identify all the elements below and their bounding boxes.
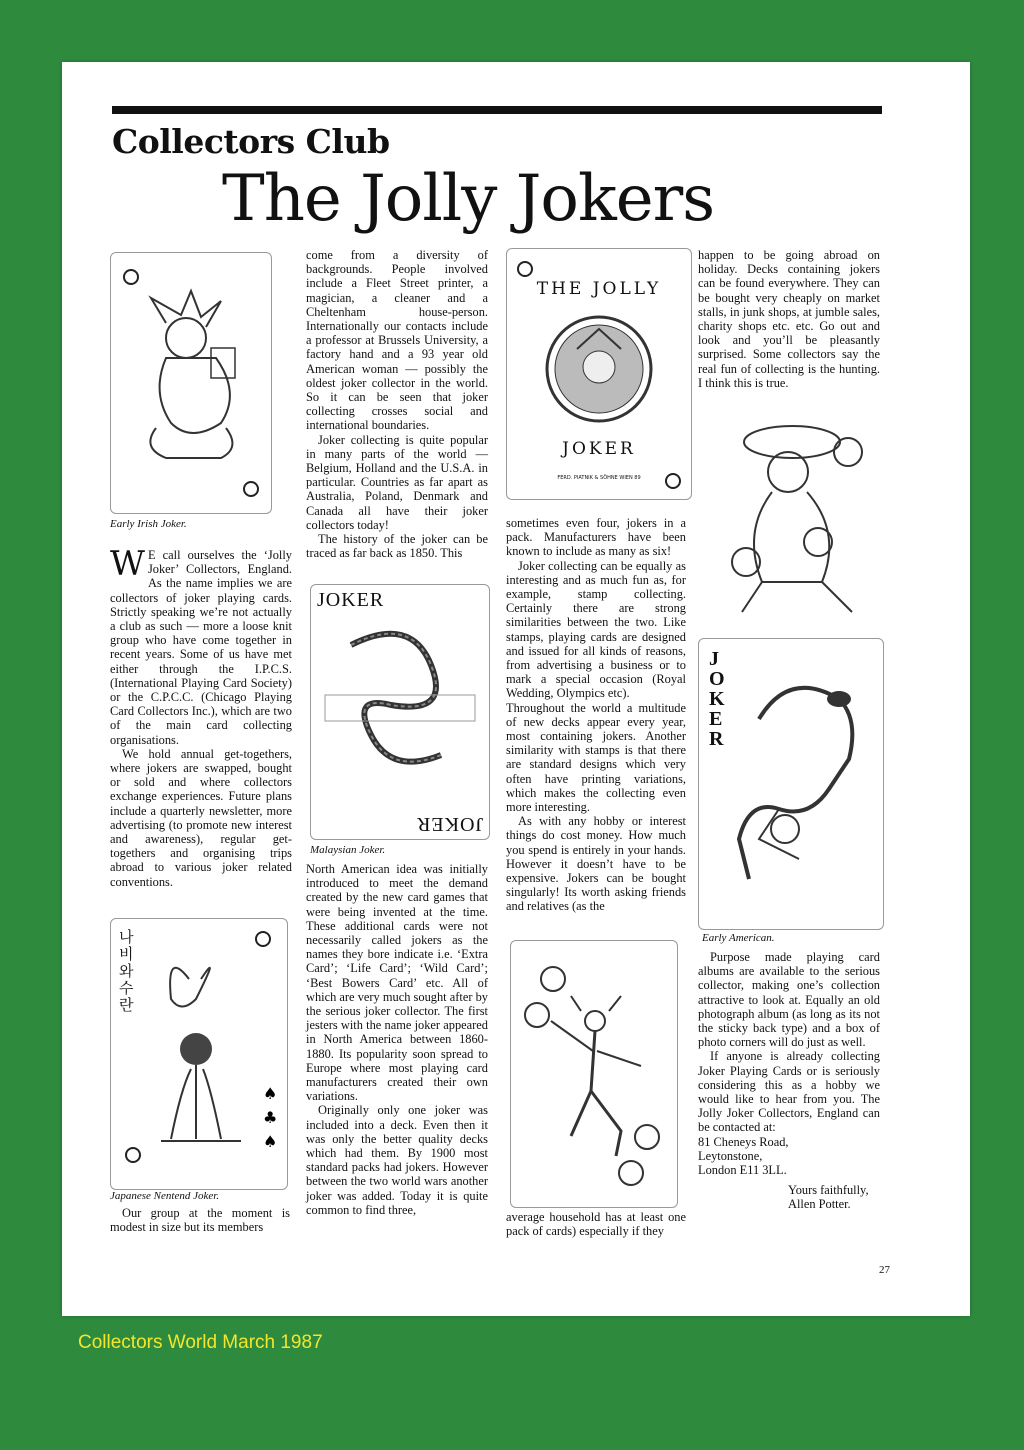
- section-heading: Collectors Club: [112, 122, 390, 161]
- malaysian-card-word-bottom: JOKER: [415, 813, 483, 835]
- caption-american: Early American.: [702, 932, 775, 944]
- col4-paragraph-2: Purpose made playing card albums are available to the serious collector, making one’s collection attractive to look at. Equally an old photograph album (as long as its not the sticky back type) and a box of photo corners will do just as well.: [698, 950, 880, 1050]
- malaysian-card-word-top: JOKER: [317, 589, 385, 611]
- column-4-lower: [698, 950, 880, 1212]
- early-joker-illustration: [702, 412, 878, 626]
- jester-sitting-illustration: [111, 253, 271, 513]
- footer-caption: Collectors World March 1987: [78, 1332, 323, 1353]
- svg-text:♠: ♠: [263, 1084, 278, 1103]
- top-rule: [112, 106, 882, 114]
- address-line-1: 81 Cheneys Road,: [698, 1134, 789, 1149]
- jolly-card-maker: FERD. PIATNIK & SÖHNE WIEN 89: [557, 475, 641, 481]
- col4-paragraph-1: happen to be going abroad on holiday. Decks containing jokers can be found everywhere. They can be bought very cheaply on market stalls, in junk shops, at jumble sales, charity shops etc. etc. Go out and look and you’ll be pleasantly surprised. Some collectors say the real fun of collecting is the hunting. I think this is true.: [698, 248, 880, 390]
- address-line-3: London E11 3LL.: [698, 1163, 787, 1178]
- column-4: [698, 248, 880, 390]
- col3-paragraph-2: Joker collecting can be equally as interesting and as much fun as, for example, stamp collecting. Certainly there are strong similarities between the two. Like stamps, playing cards are designed and issued for all kinds of reasons, from advertising a business or to mark a special occasion (Royal Wedding, Olympics etc).: [506, 558, 686, 701]
- jolly-card-bottom-text: JOKER: [562, 439, 636, 459]
- column-1: [110, 544, 292, 889]
- col2-paragraph-3: The history of the joker can be traced as far back as 1850. This: [306, 532, 488, 561]
- address-line-2: Leytonstone,: [698, 1148, 763, 1163]
- column-2: [306, 248, 488, 560]
- col4-paragraph-3: If anyone is already collecting Joker Playing Cards or is seriously considering this as a hobby we would like to hear from you. The Jolly Joker Collectors, England can be contacted at:: [698, 1049, 880, 1135]
- column-3: [506, 516, 686, 914]
- caption-japanese: Japanese Nentend Joker.: [110, 1190, 220, 1202]
- address: [698, 1135, 880, 1178]
- column-2-lower: [306, 862, 488, 1217]
- acrobat-joker-illustration: [699, 639, 883, 929]
- col2-paragraph-5: Originally only one joker was included into a deck. Even then it was only the better quality decks which had them. By 1900 most standard packs had jokers. However between the two world wars another joker was added. Today it is quite common to find three,: [306, 1103, 488, 1217]
- drop-cap: W: [110, 544, 145, 584]
- page-number: 27: [879, 1264, 890, 1276]
- dragon-illustration: [311, 585, 489, 839]
- col3-paragraph-1: sometimes even four, jokers in a pack. Manufacturers have been known to include as many as six!: [506, 516, 686, 559]
- butterfly-flower-illustration: [111, 919, 287, 1189]
- col1-paragraph-3: Our group at the moment is modest in size but its members: [110, 1206, 290, 1235]
- dancing-jester-card: [510, 940, 678, 1208]
- american-card-label: JOKER: [709, 648, 725, 750]
- col2-paragraph-4: North American idea was initially introduced to meet the demand created by the new card games that were being invented at the time. These additional cards were not necessarily called jokers as the names they bore indicate i.e. ‘Extra Card’; ‘Life Card’; ‘Wild Card’; ‘Best Bowers Card’ etc. All of which are very much sought after by the serious joker collector. The first jesters with the name joker appeared in North America between 1860-1880. Its popularity soon spread to Europe where most playing card manufacturers created their own variations.: [306, 862, 488, 1104]
- col3-paragraph-5: average household has at least one pack of cards) especially if they: [506, 1210, 686, 1239]
- irish-joker-card: [110, 252, 272, 514]
- malaysian-joker-card: [310, 584, 490, 840]
- article-title: The Jolly Jokers: [222, 162, 715, 236]
- signoff: Yours faithfully,: [788, 1183, 869, 1198]
- japanese-joker-card: [110, 918, 288, 1190]
- caption-malaysian: Malaysian Joker.: [310, 844, 386, 856]
- jolly-card-top-text: THE JOLLY: [536, 279, 662, 299]
- col3-paragraph-3: Throughout the world a multitude of new decks appear every year, most containing jokers. Another similarity with stamps is that there are standard designs which very often have printing variations, which makes the collecting even more interesting.: [506, 700, 686, 815]
- col3-paragraph-4: As with any hobby or interest things do cost money. How much you spend is entirely in your hands. However it doesn’t have to be expensive. Jokers can be bought singularly! Its worth asking friends and relatives (as the: [506, 814, 686, 914]
- col1-paragraph-1: W E call ourselves the ‘Jolly Joker’ Collectors, England. As the name implies we are collectors of joker playing cards. Strictly speaking we’re not actually a club as such — more a loose knit group who have come together in recent years. Some of us have met either through the I.P.C.S. (International Playing Card Society) or the C.P.C.C. (Chicago Playing Card Collectors Inc.), which are two of the main card collecting organisations.: [110, 544, 292, 747]
- dancing-jester-illustration: [511, 941, 677, 1207]
- svg-text:♠: ♠: [263, 1132, 278, 1151]
- caption-irish: Early Irish Joker.: [110, 518, 187, 530]
- svg-text:♣: ♣: [263, 1108, 278, 1127]
- magazine-page: [62, 62, 970, 1316]
- col2-paragraph-1: come from a diversity of backgrounds. People involved include a Fleet Street printer, a magician, a cleaner and a Cheltenham house-person. Internationally our contacts include a professor at Brussels University, a factory hand and a 93 year old American woman — possibly the oldest joker collector in the world. So it can be seen that joker collecting crosses social and international boundaries.: [306, 248, 488, 433]
- signature: Allen Potter.: [788, 1197, 851, 1212]
- jolly-joker-card: [506, 248, 692, 500]
- col2-paragraph-2: Joker collecting is quite popular in many parts of the world — Belgium, Holland and the U.S.A. in particular. Countries as far apart as Australia, Poland, Denmark and Canada all have their joker collectors today!: [306, 432, 488, 532]
- column-1-end: [110, 1206, 290, 1234]
- col1-paragraph-2: We hold annual get-togethers, where jokers are swapped, bought or sold and where collectors exchange experiences. Future plans include a quarterly newsletter, more advertising (to promote new interest and awareness), regular get-togethers and organising trips abroad to various joker related conventions.: [110, 746, 292, 889]
- american-joker-card: [698, 638, 884, 930]
- japanese-card-label: 나비와수란: [119, 928, 134, 1014]
- column-3-end: [506, 1210, 686, 1238]
